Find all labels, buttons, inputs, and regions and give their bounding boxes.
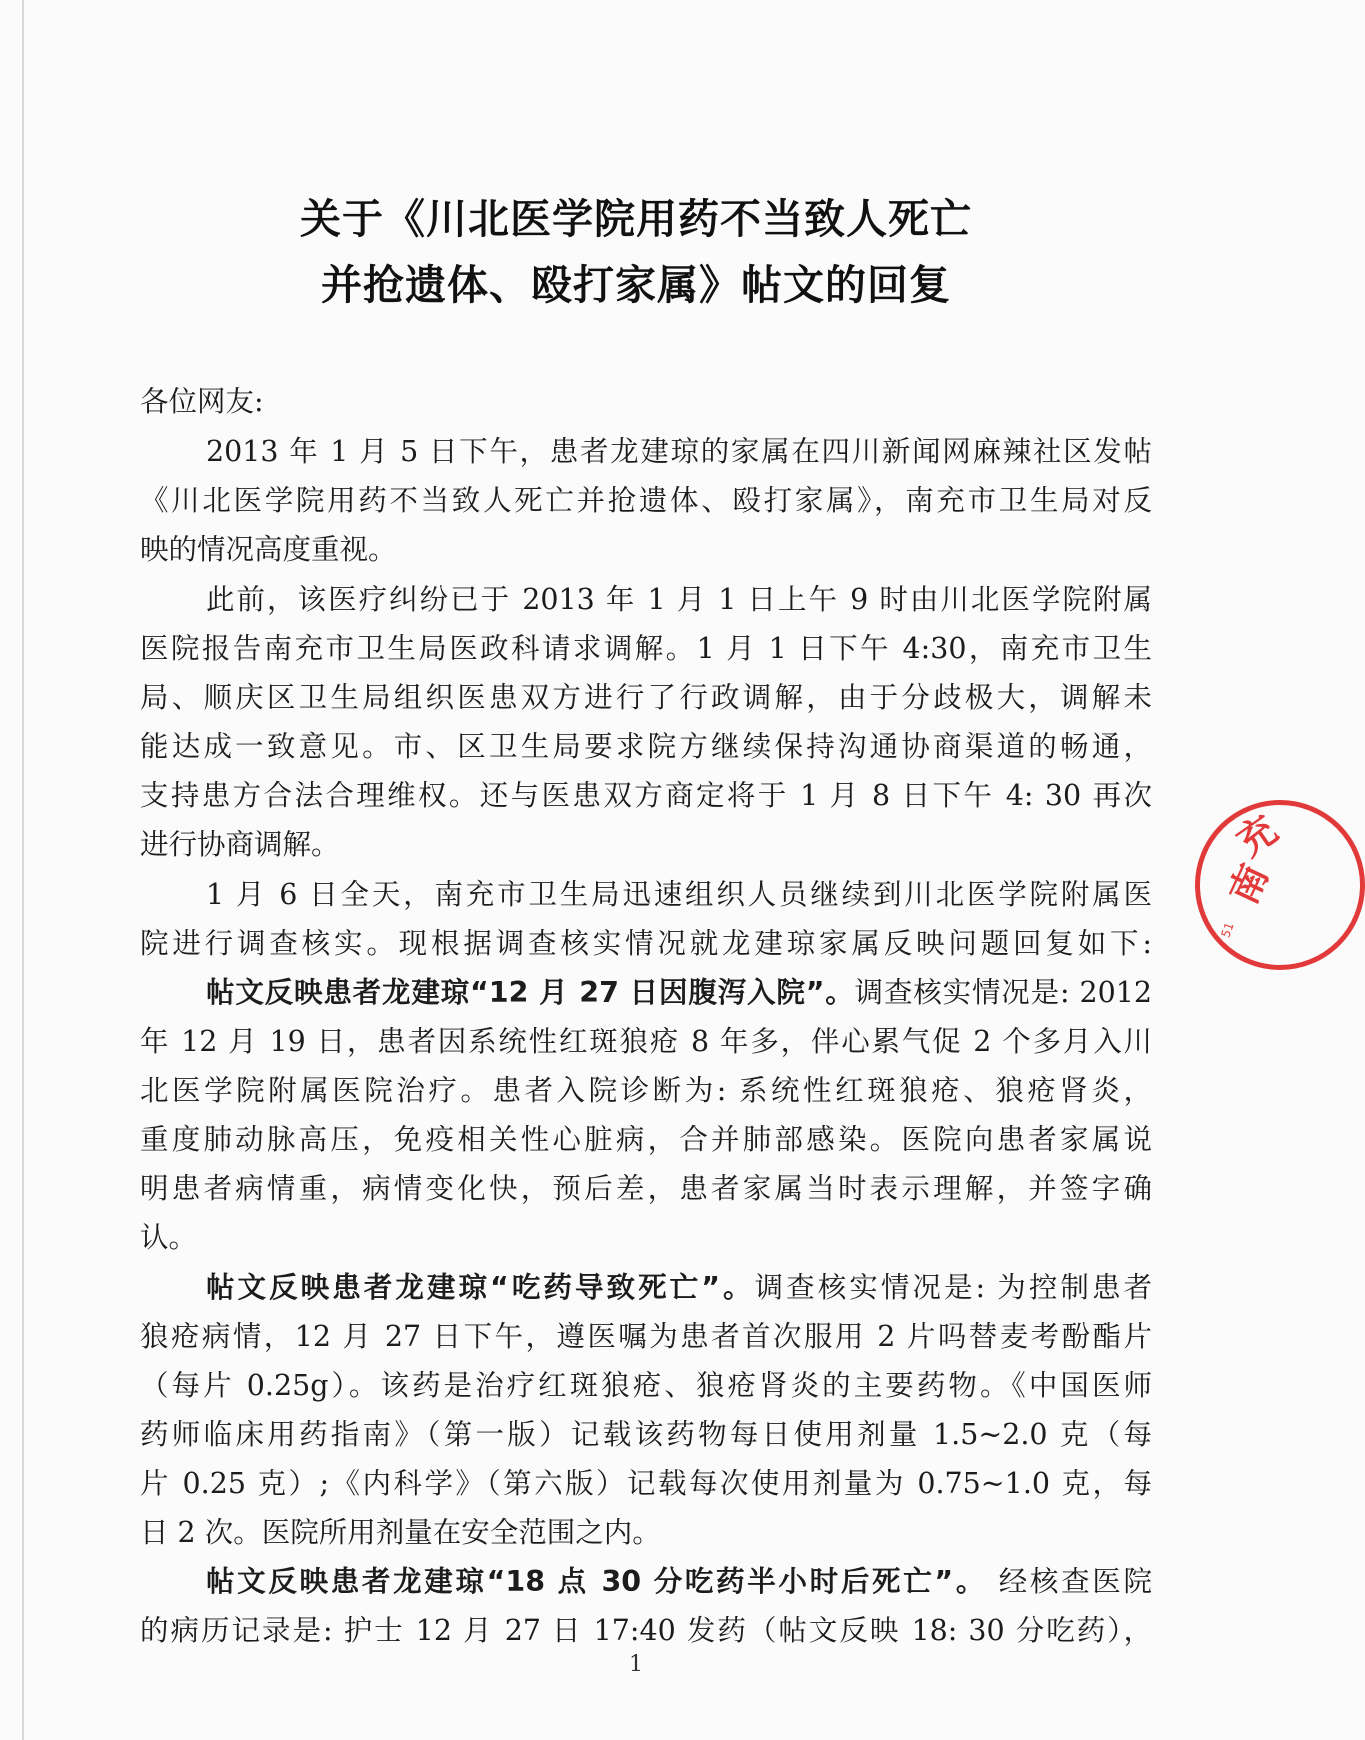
- paragraph-line: [206, 1266, 1152, 1310]
- paragraph-line: 的病历记录是: 护士 12 月 27 日 17:40 发药（帖文反映 18: 30 分吃药），: [140, 1614, 1152, 1647]
- paragraph-line: （每片 0.25g）。该药是治疗红斑狼疮、狼疮肾炎的主要药物。《中国医师: [140, 1369, 1152, 1402]
- paragraph-text: 调查核实情况是: 为控制患者: [754, 1271, 1153, 1304]
- paragraph-line: 片 0.25 克）;《内科学》（第六版）记载每次使用剂量为 0.75~1.0 克，每: [140, 1467, 1152, 1500]
- paragraph-line: 日 2 次。医院所用剂量在安全范围之内。: [140, 1516, 661, 1549]
- bold-lead-text: 帖文反映患者龙建琼“吃药导致死亡”。: [206, 1271, 755, 1304]
- paragraph-text: 经核查医院: [987, 1565, 1152, 1598]
- paragraph-line: 狼疮病情，12 月 27 日下午，遵医嘱为患者首次服用 2 片吗替麦考酚酯片: [140, 1320, 1152, 1353]
- paragraph-line: [206, 1560, 1152, 1604]
- seal-code: 51: [1218, 920, 1237, 940]
- paragraph-line: 年 12 月 19 日，患者因系统性红斑狼疮 8 年多，伴心累气促 2 个多月入川: [140, 1025, 1152, 1058]
- red-seal-stamp: [1195, 800, 1365, 970]
- seal-character: 充: [1228, 807, 1286, 865]
- greeting: 各位网友:: [140, 385, 264, 418]
- bold-lead-text: 帖文反映患者龙建琼“12 月 27 日因腹泻入院”。: [206, 976, 855, 1009]
- paragraph-line: 重度肺动脉高压，免疫相关性心脏病，合并肺部感染。医院向患者家属说: [140, 1123, 1152, 1156]
- paragraph-line: 《川北医学院用药不当致人死亡并抢遗体、殴打家属》，南充市卫生局对反: [140, 484, 1152, 517]
- paragraph-line: 医院报告南充市卫生局医政科请求调解。1 月 1 日下午 4:30，南充市卫生: [140, 632, 1152, 665]
- paragraph-line: 此前，该医疗纠纷已于 2013 年 1 月 1 日上午 9 时由川北医学院附属: [206, 583, 1152, 616]
- bold-lead-text: 帖文反映患者龙建琼“18 点 30 分吃药半小时后死亡”。: [206, 1565, 987, 1598]
- paragraph-line: 能达成一致意见。市、区卫生局要求院方继续保持沟通协商渠道的畅通，: [140, 730, 1152, 763]
- paragraph-line: 明患者病情重，病情变化快，预后差，患者家属当时表示理解，并签字确: [140, 1172, 1152, 1205]
- paragraph-line: 映的情况高度重视。: [140, 533, 397, 566]
- paragraph-line: 进行协商调解。: [140, 828, 340, 861]
- paragraph-line: 药师临床用药指南》（第一版）记载该药物每日使用剂量 1.5~2.0 克（每: [140, 1418, 1152, 1451]
- paragraph-text: 调查核实情况是: 2012: [854, 976, 1152, 1009]
- paragraph-line: 2013 年 1 月 5 日下午，患者龙建琼的家属在四川新闻网麻辣社区发帖: [206, 435, 1152, 468]
- paragraph-line: 院进行调查核实。现根据调查核实情况就龙建琼家属反映问题回复如下:: [140, 927, 1152, 960]
- paragraph-line: 局、顺庆区卫生局组织医患双方进行了行政调解，由于分歧极大，调解未: [140, 681, 1152, 714]
- seal-character: 南: [1221, 857, 1277, 911]
- paragraph-line: 1 月 6 日全天，南充市卫生局迅速组织人员继续到川北医学院附属医: [206, 878, 1152, 911]
- paragraph-line: 认。: [140, 1221, 198, 1254]
- paragraph-line: 北医学院附属医院治疗。患者入院诊断为: 系统性红斑狼疮、狼疮肾炎，: [140, 1074, 1152, 1107]
- paragraph-line: [206, 971, 1152, 1015]
- page-number: 1: [629, 1652, 643, 1677]
- paragraph-line: 支持患方合法合理维权。还与医患双方商定将于 1 月 8 日下午 4: 30 再次: [140, 779, 1152, 812]
- document-title-line-1: 关于《川北医学院用药不当致人死亡: [300, 195, 972, 243]
- document-title-line-2: 并抢遗体、殴打家属》帖文的回复: [321, 261, 951, 309]
